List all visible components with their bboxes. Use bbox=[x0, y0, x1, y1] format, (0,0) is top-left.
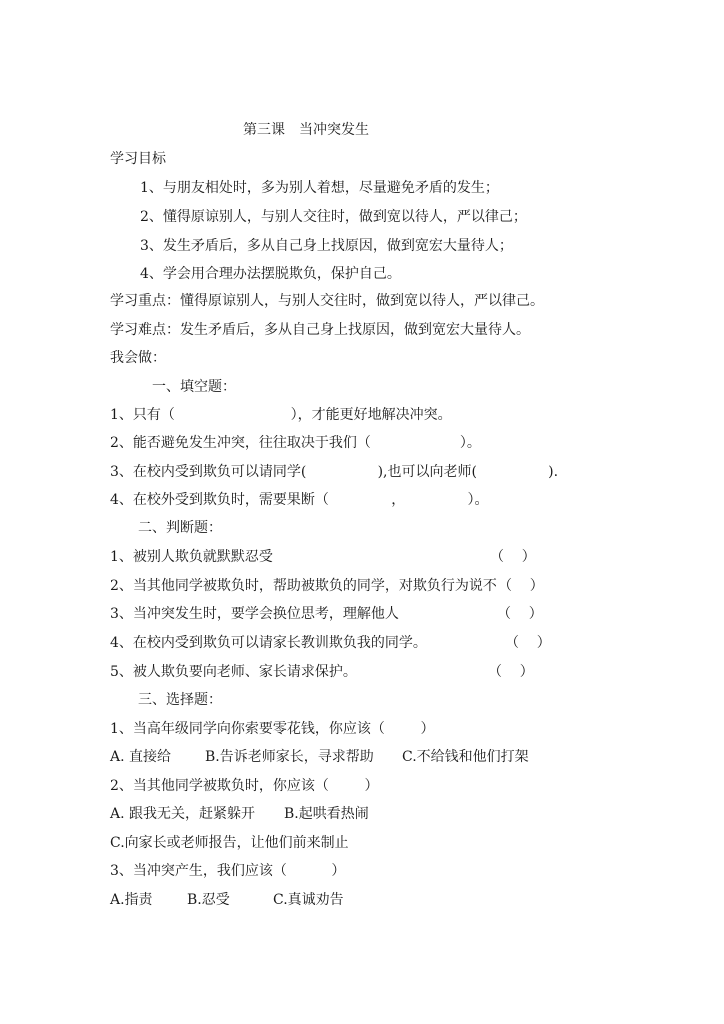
mc-question: 3、当冲突产生，我们应该（ ） bbox=[110, 863, 346, 879]
mc-option-a[interactable]: A. 跟我无关，赶紧躲开 bbox=[110, 806, 256, 822]
true-false-item: 5、被人欺负要向老师、家长请求保护。 bbox=[110, 664, 357, 680]
objective-item: 1、与朋友相处时，多为别人着想，尽量避免矛盾的发生； bbox=[140, 180, 499, 196]
true-false-item: 3、当冲突发生时，要学会换位思考，理解他人 bbox=[110, 606, 399, 622]
mc-option-c[interactable]: C.真诚劝告 bbox=[273, 892, 344, 908]
fill-blank-item[interactable]: 1、只有（ ），才能更好地解决冲突。 bbox=[110, 407, 452, 423]
mc-option-c[interactable]: C.不给钱和他们打架 bbox=[402, 749, 529, 765]
fill-blank-item[interactable]: 4、在校外受到欺负时，需要果断（ ， ）。 bbox=[110, 492, 489, 508]
difficulty-point: 学习难点：发生矛盾后，多从自己身上找原因，做到宽宏大量待人。 bbox=[110, 322, 530, 338]
mc-question: 2、当其他同学被欺负时，你应该（ ） bbox=[110, 778, 379, 794]
mc-option-b[interactable]: B.起哄看热闹 bbox=[284, 806, 369, 822]
mc-option-c[interactable]: C.向家长或老师报告，让他们前来制止 bbox=[110, 835, 349, 851]
true-false-item: 1、被别人欺负就默默忍受 bbox=[110, 549, 273, 565]
mc-question: 1、当高年级同学向你索要零花钱，你应该（ ） bbox=[110, 721, 435, 737]
mc-option-a[interactable]: A.指责 bbox=[110, 892, 153, 908]
answer-bracket[interactable]: （ ） bbox=[505, 635, 551, 651]
fill-blank-item[interactable]: 3、在校内受到欺负可以请同学( ),也可以向老师( ). bbox=[110, 464, 559, 480]
answer-bracket[interactable]: （ ） bbox=[498, 578, 544, 594]
fill-blank-item[interactable]: 2、能否避免发生冲突，往往取决于我们（ ）。 bbox=[110, 435, 481, 451]
true-false-item: 4、在校内受到欺负可以请家长教训欺负我的同学。 bbox=[110, 635, 427, 651]
true-false-heading: 二、判断题： bbox=[138, 520, 222, 536]
key-point: 学习重点：懂得原谅别人，与别人交往时，做到宽以待人，严以律己。 bbox=[110, 293, 544, 309]
fill-blank-heading: 一、填空题： bbox=[152, 379, 236, 395]
i-can-do-label: 我会做： bbox=[110, 350, 166, 366]
page-title: 第三课 当冲突发生 bbox=[243, 122, 369, 138]
answer-bracket[interactable]: （ ） bbox=[497, 606, 543, 622]
objectives-heading: 学习目标 bbox=[110, 151, 166, 167]
objective-item: 4、学会用合理办法摆脱欺负，保护自己。 bbox=[140, 266, 401, 282]
objective-item: 2、懂得原谅别人，与别人交往时，做到宽以待人，严以律己； bbox=[140, 209, 527, 225]
answer-bracket[interactable]: （ ） bbox=[490, 549, 536, 565]
mc-option-a[interactable]: A. 直接给 bbox=[110, 749, 172, 765]
answer-bracket[interactable]: （ ） bbox=[488, 664, 534, 680]
mc-option-b[interactable]: B.忍受 bbox=[187, 892, 230, 908]
objective-item: 3、发生矛盾后，多从自己身上找原因，做到宽宏大量待人； bbox=[140, 238, 513, 254]
multiple-choice-heading: 三、选择题： bbox=[138, 692, 222, 708]
true-false-item: 2、当其他同学被欺负时，帮助被欺负的同学，对欺负行为说不 bbox=[110, 578, 497, 594]
mc-option-b[interactable]: B.告诉老师家长，寻求帮助 bbox=[205, 749, 374, 765]
